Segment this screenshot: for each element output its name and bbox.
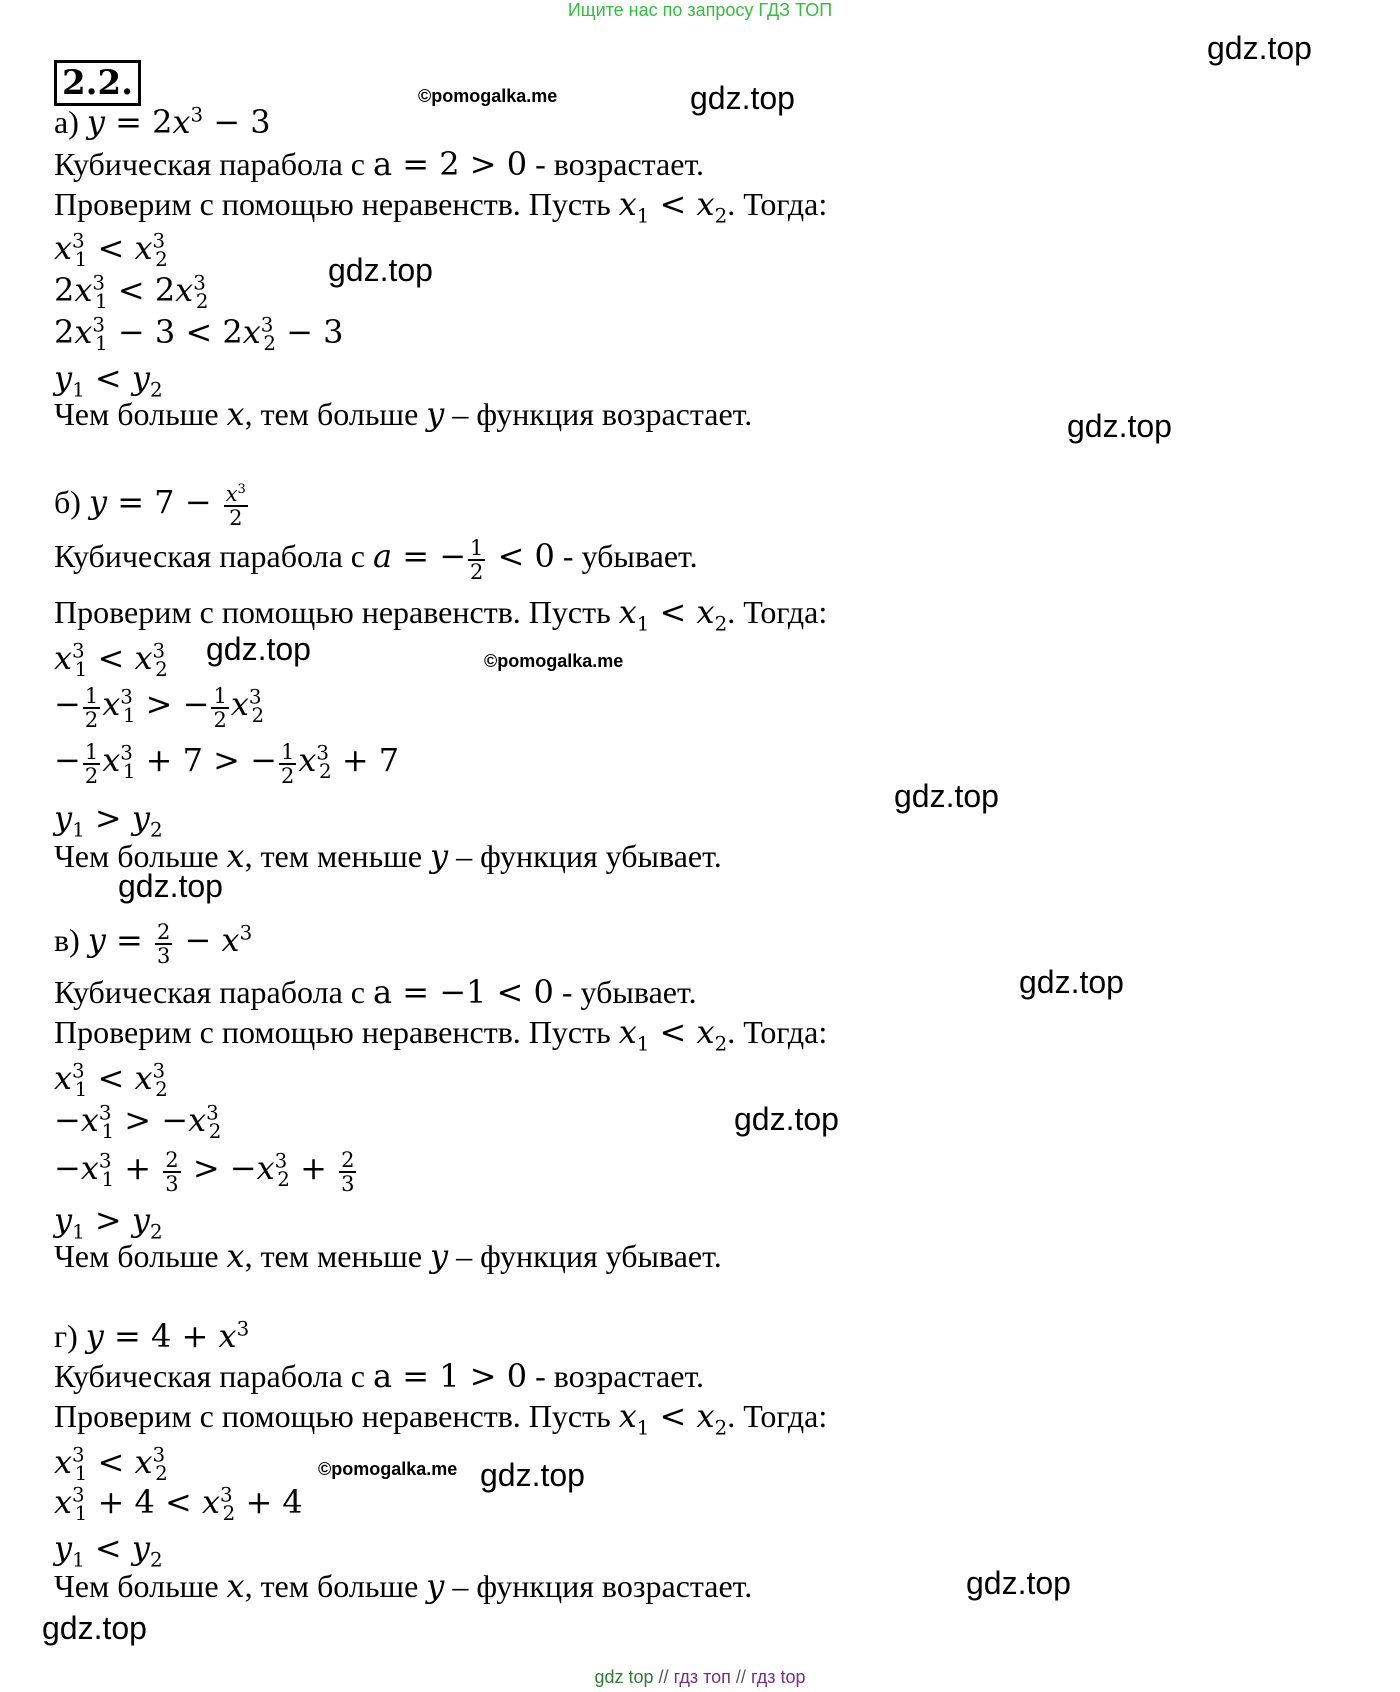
part-c-step-1: $x^3_1 < x^3_2$ [54, 1059, 168, 1102]
part-a-step-4: $y_1 < y_2$ [54, 359, 163, 402]
part-b-function: б) y = 7 − $\frac{x^3}{2}$ [54, 481, 246, 530]
part-a-conclusion: Чем больше x, тем больше y – функция возрастает. [54, 395, 753, 433]
part-d-check: Проверим с помощью неравенств. Пусть $x_1 < x_2$. Тогда: [54, 1397, 828, 1440]
part-a-step-3: $2x^3_1 - 3 < 2x^3_2 - 3$ [54, 313, 344, 356]
gdz-watermark: gdz.top [42, 1610, 147, 1646]
footer-separator: // [658, 1667, 669, 1687]
gdz-watermark: gdz.top [328, 252, 433, 288]
gdz-watermark: gdz.top [118, 868, 223, 904]
part-b-parabola: Кубическая парабола с a = − $\frac{1}{2}$ < 0 - убывает. [54, 535, 698, 584]
part-a-step-2: $2x^3_1 < 2x^3_2$ [54, 271, 209, 314]
footer-link-gdz-top[interactable]: gdz top [594, 1667, 654, 1687]
footer-links [0, 1667, 1400, 1688]
part-d-step-3: $y_1 < y_2$ [54, 1529, 163, 1572]
part-c-function: в) y = $\frac{2}{3}$ − $x^3$ [54, 919, 253, 968]
part-c-step-2: $-x^3_1 > -x^3_2$ [54, 1101, 222, 1144]
footer-separator: // [735, 1667, 746, 1687]
part-a-function: а) $y = 2x^3 - 3$ [54, 103, 271, 141]
part-a-check: Проверим с помощью неравенств. Пусть $x_1 < x_2$. Тогда: [54, 185, 828, 228]
part-a-step-1: $x^3_1 < x^3_2$ [54, 229, 168, 272]
footer-link-gdz-top-mixed[interactable]: гдз top [750, 1667, 806, 1687]
pomogalka-watermark: ©pomogalka.me [318, 1459, 458, 1479]
part-b-step-3: − $\frac{1}{2}$ $x^3_1 + 7$ > − $\frac{1}{2}$ $x^3_2 + 7$ [54, 739, 400, 788]
gdz-watermark: gdz.top [1067, 408, 1172, 444]
gdz-watermark: gdz.top [206, 631, 311, 667]
part-c-check: Проверим с помощью неравенств. Пусть $x_1 < x_2$. Тогда: [54, 1013, 828, 1056]
gdz-watermark: gdz.top [1019, 964, 1124, 1000]
part-a-parabola: Кубическая парабола с a = 2 > 0 - возрастает. [54, 145, 705, 183]
footer-link-gdz-top-ru[interactable]: гдз топ [673, 1667, 731, 1687]
top-search-hint[interactable]: Ищите нас по запросу ГДЗ ТОП [567, 0, 833, 20]
part-b-step-1: $x^3_1 < x^3_2$ [54, 639, 168, 682]
pomogalka-watermark: ©pomogalka.me [418, 86, 558, 106]
part-d-conclusion: Чем больше x, тем больше y – функция возрастает. [54, 1567, 753, 1605]
pomogalka-watermark: ©pomogalka.me [484, 651, 624, 671]
part-c-step-4: $y_1 > y_2$ [54, 1201, 163, 1244]
part-d-function: г) $y = 4 + x^3$ [54, 1317, 250, 1355]
part-c-conclusion: Чем больше x, тем меньше y – функция убывает. [54, 1237, 722, 1275]
part-d-parabola: Кубическая парабола с a = 1 > 0 - возрастает. [54, 1357, 705, 1395]
gdz-watermark: gdz.top [480, 1457, 585, 1493]
part-d-step-1: $x^3_1 < x^3_2$ [54, 1443, 168, 1486]
part-c-parabola: Кубическая парабола с a = −1 < 0 - убывает. [54, 973, 697, 1011]
gdz-watermark: gdz.top [894, 778, 999, 814]
part-b-step-4: $y_1 > y_2$ [54, 799, 163, 842]
part-b-step-2: − $\frac{1}{2}$ $x^3_1$ > − $\frac{1}{2}$ $x^3_2$ [54, 683, 265, 732]
gdz-watermark: gdz.top [734, 1101, 839, 1137]
task-number: 2.2. [54, 60, 141, 106]
part-c-step-3: $-x^3_1$ + $\frac{2}{3}$ > $-x^3_2$ + $\frac{2}{3}$ [54, 1147, 355, 1196]
gdz-watermark: gdz.top [690, 80, 795, 116]
part-b-check: Проверим с помощью неравенств. Пусть $x_1 < x_2$. Тогда: [54, 593, 828, 636]
gdz-watermark: gdz.top [966, 1565, 1071, 1601]
gdz-watermark: gdz.top [1207, 30, 1312, 66]
part-b-conclusion: Чем больше x, тем меньше y – функция убывает. [54, 837, 722, 875]
part-d-step-2: $x^3_1 + 4 < x^3_2 + 4$ [54, 1483, 303, 1526]
